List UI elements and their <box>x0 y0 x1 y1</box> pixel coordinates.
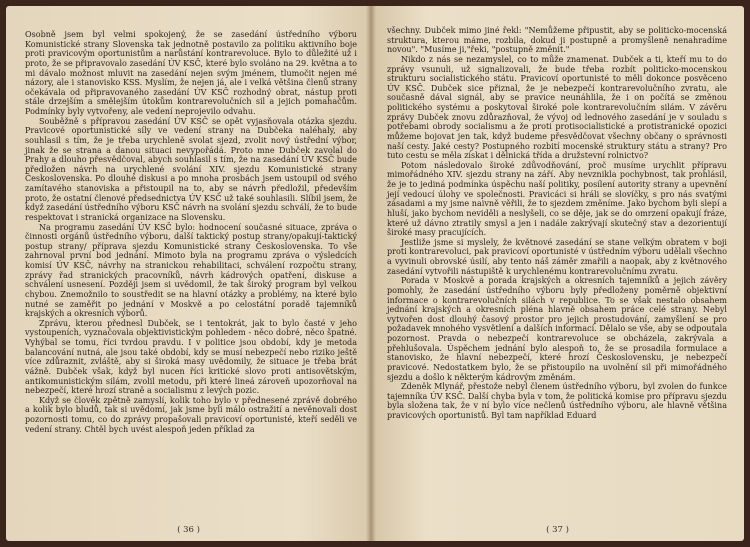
left-page-text <box>25 30 357 434</box>
paragraph: Zprávu, kterou přednesl Dubček, se i tentokrát, jak to bylo časté v jeho vystoupeních, vyznačovala objektivistickým pohledem - něco dobré, něco špatné. Vyhýbal se tomu, říci tvrdou pravdu. I v politice jsou období, kdy je metoda balancování nutná, ale jsou také období, kdy se musí nebezpečí nebo riziko ještě více zdůraznit, zvláště, aby si široká masy uvědomily, že situace je třeba brát vážně. Dubček však, když byl nucen říci kritické slovo proti antisovětským, antikomunistickým silám, zvolil metodu, při které lineá zároveň upozorňoval na nebezpečí, které hrozí straně a socialismu z levých pozic. <box>25 318 357 396</box>
paragraph: Na programu zasedání ÚV KSČ bylo: hodnocení současné situace, zpráva o činnosti orgánů ústředního výboru, další taktický postup strany/opakují-taktický postup strany/ příprava sjezdu Komunistické strany Československa. To vše zahrnoval první bod jednání. Mimoto byla na programu zpráva o výsledcích komisí ÚV KSČ, návrhy na stranickou rehabilitaci, schválení rozpočtu strany, zprávy řad stranických pracovníků, návrh kádrových opatření, diskuse a schválení usnesení. Později jsem si uvědomil, že tak široký program byl velkou chybou. Znemožnilo to soustředit se na hlavní otázky a problémy, na které bylo nutné se zaměřit po jednání v Moskvě a po celostátní poradě tajemníků krajských a okresních výborů. <box>25 222 357 319</box>
paragraph: Potom následovalo široké zdůvodňování, proč musíme urychlit přípravu mimořádného XIV. sjezdu strany na září. Aby nevznikla pochybnost, tak prohlásil, že je to jediná podmínka úspěchu naší politiky, posílení autority strany a upevnění její vedoucí úlohy ve společnosti. Pravicáci si hráli se slovíčky, s pro nás svatými zásadami a my jsme naivně věřili, že to sjezdem změníme. Jako bychom byli slepí a hluší, jako bychom neviděli a neslyšeli, co se děje, jak se do omrzení opakují fráze, které už dávno ztratily smysl a jen i nadále zakrývají skutečný stav a dezorientují široké masy pracujících. <box>387 160 727 238</box>
paragraph: Zdeněk Mlynář, přestože nebyl členem ústředního výboru, byl zvolen do funkce tajemníka ÚV KSČ. Další chyba byla v tom, že politická komise pro přípravu sjezdu byla složena tak, že v ní bylo více nečlenů ústředního výboru, ale hlavně většina pravicových oportunistů. Byl tam například Eduard <box>387 382 727 420</box>
left-page <box>6 6 371 541</box>
right-page-text <box>387 26 727 421</box>
right-page <box>371 6 744 541</box>
page-number-left: ( 36 ) <box>177 525 200 535</box>
paragraph: Porada v Moskvě a porada krajských a okresních tajemníků a jejich závěry pomohly, že zasedání ústředního výboru byly předloženy poměrně objektivní informace o kontrarevolučních silách v republice. To se však nestalo obsahem jednání krajských a okresních pléna hlavně obsahem práce celé strany. Nebyl vytvořen dost dlouhý časový prostor pro jejich prostudování, zamyšlení se pro požadavek mnohého vysvětlení a dalších informací. Dělalo se vše, aby se odpoutala pozornost. Pravda o nebezpečí kontrarevoluce se obcházela, zakrývala a přehlušovala. Úspěchem jednání bylo alespoň to, že se prosadila formulace a stanovisko, že hlavní nebezpečí, které hrozí Československu, je nebezpečí pravicové. Nedostatkem bylo, že se přistoupilo na uvolnění sil při mimořádného sjezdu a došlo k některým kádrovým změnám. <box>387 276 727 382</box>
page-number-right: ( 37 ) <box>546 525 569 535</box>
paragraph: Osobně jsem byl velmi spokojený, že se zasedání ústředního výboru Komunistické strany Slovenska tak jednotně postavilo za politiku aktivního boje proti pravicovým oportunistům a narůstání kontrarevoluce. Bylo to důležité už i proto, že se připravovalo zasedání ÚV KSČ, které bylo svoláno na 29. května a to mi dávalo možnost mluvit na zasedání nejen svým jménem, tlumočit nejen mé názory, ale i stanovisko KSS. Myslím, že nejen já, ale i velká většina členů strany očekávala od připravovaného zasedání ÚV KSČ rozhodný obrat, nástup proti stále drzejším a smělejším útokům kontrarevolučních sil a jejich pomahačům. Podmínky byly vytvořeny, ale vedení neprojevilo odvahu. <box>25 30 357 116</box>
book-gutter <box>366 6 376 541</box>
paragraph: všechny. Dubček mimo jiné řekl: "Nemůžeme připustit, aby se politicko-mocenská struktura, kterou máme, rozbila, dokud ji postupně a promyšleně nenahradíme novou". "Musíme ji,"řeki, "postupně změnit." <box>387 26 727 55</box>
paragraph: Souběžně s přípravou zasedání ÚV KSČ se opět vyjasňovala otázka sjezdu. Pravicové oportunistické síly ve vedení strany na Dubčeka naléhaly, aby souhlasil s tím, že je třeba urychleně svolat sjezd, zvolit nový ústřední výbor, jinak že se strana a danou situaci nevypořádá. Proto mne Dubček zavolal do Prahy a dlouho přesvědčoval, abych souhlasil s tím, že na zasedání ÚV KSČ bude předložen návrh na urychlené svolání XIV. sjezdu Komunistické strany Československa. Po dlouhé diskusi a po mnoha prosbách jsem ustoupil od svého zamítavého stanoviska a přistoupil na to, aby se návrh předložil, především proto, že ostatní členové předsednictva ÚV KSČ už také souhlasili. Slíbil jsem, že když zasedání ústředního výboru KSČ návrh na svolání sjezdu schválí, že to bude respektovat i stranická organizace na Slovensku. <box>25 116 357 222</box>
paragraph: Když se člověk zpětně zamyslí, kolik toho bylo v přednesené zprávě dobrého a kolik bylo bludů, tak si uvědomí, jak jsme byli málo ostražití a nevěnovali dost pozornosti tomu, co do zprávy propašovali pravicoví oportunisté, kteří seděli ve vedení strany. Chtěl bych uvést alespoň jeden příklad za <box>25 395 357 434</box>
paragraph: Nikdo z nás se nezamyslel, co to může znamenat. Dubček a ti, kteří mu to do zprávy vsunuli, už signalizovali, že bude třeba rozbít politicko-mocenskou strukturu socialistického státu. Pravicoví oportunisté to měli dokonce posvěceno ÚV KSČ. Dubček sice přiznal, že je nebezpečí kontrarevolučního zvratu, ale současně dával signál, aby se pravice neunáhlila, že i on počítá se změnou politického systému a poskytoval široké pole kontrarevolučním silám. V závěru zprávy Dubček znovu zdůrazňoval, že vývoj od lednového zasedání je v souladu s potřebami obrody socialismu a že proti protisocialistické a protistranické opozici můžeme bojovat jen tak, když budeme přesvědčovat všechny občany o správnosti naší cesty. Jaké cesty? Postupného rozbití mocenské struktury státu a strany? Pro tuto cestu se měla získat i dělnická třída a družstevní rolnictvo? <box>387 54 727 161</box>
paragraph: Jestliže jsme si myslely, že květnové zasedání se stane velkým obratem v boji proti kontrarevoluci, pak pravicoví oportunisté v ústředním výboru udělali všechno a vyvinuli obrovské úsilí, aby tento náš záměr zmařili a naopak, aby z květnového zasedání vytvořili nástupiště k urychlenému kontrarevolučnímu zvratu. <box>387 237 727 276</box>
